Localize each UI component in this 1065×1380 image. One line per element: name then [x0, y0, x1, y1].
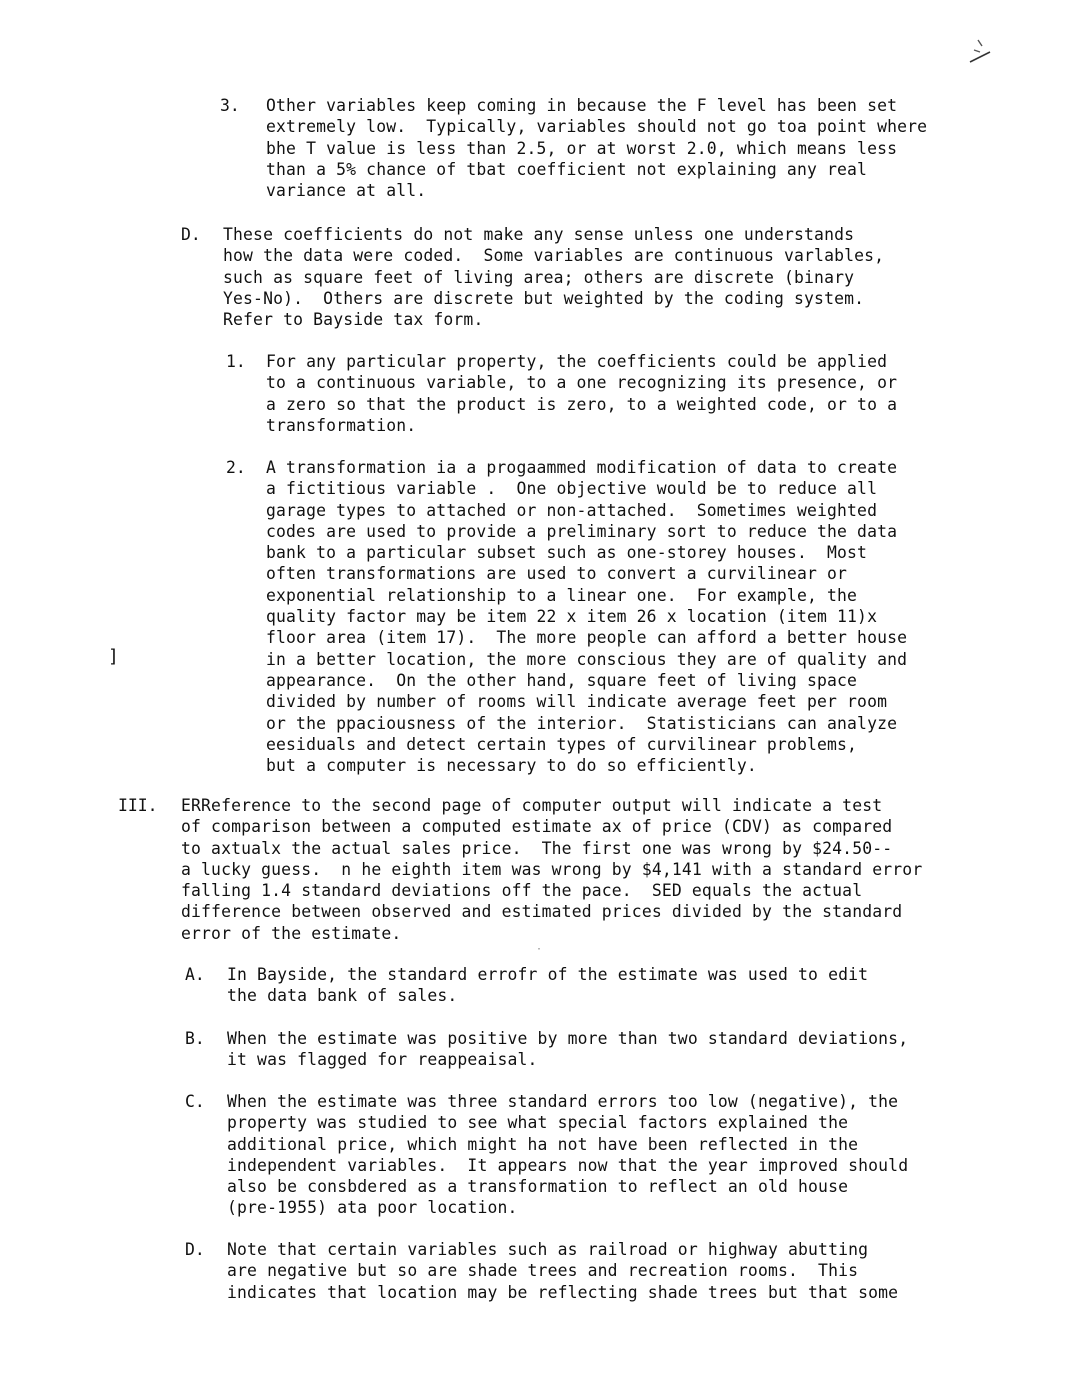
item-marker: D.	[181, 225, 201, 244]
text-line: a lucky guess. n he eighth item was wrong by $4,141 with a standard error	[181, 859, 923, 879]
item-marker: D.	[185, 1240, 205, 1259]
text-line: Refer to Bayside tax form.	[223, 310, 484, 330]
text-line: a zero so that the product is zero, to a weighted code, or to a	[266, 394, 898, 414]
text-line: or the ppaciousness of the interior. Statisticians can analyze	[266, 713, 898, 733]
text-line: For any particular property, the coefficients could be applied	[266, 352, 888, 371]
ink-speck-icon: ·	[536, 944, 543, 955]
paragraph-item-d2	[266, 457, 907, 776]
text-line: transformation.	[266, 415, 417, 435]
paragraph-item-iii-b	[227, 1028, 908, 1071]
text-line: variance at all.	[266, 181, 427, 201]
text-line: such as square feet of living area; others are discrete (binary	[223, 267, 855, 287]
item-marker: 1.	[226, 352, 246, 371]
text-line: often transformations are used to convert a curvilinear or	[266, 564, 848, 584]
text-line: codes are used to provide a preliminary sort to reduce the data	[266, 521, 898, 541]
pencil-mark-icon	[966, 36, 994, 66]
text-line: than a 5% chance of tbat coefficient not explaining any real	[266, 159, 868, 179]
text-line: it was flagged for reappeaisal.	[227, 1050, 538, 1070]
text-line: Note that certain variables such as railroad or highway abutting	[227, 1240, 869, 1259]
text-line: but a computer is necessary to do so efficiently.	[266, 756, 757, 776]
item-marker: 3.	[220, 96, 240, 115]
text-line: to axtualx the actual sales price. The first one was wrong by $24.50--	[181, 838, 893, 858]
margin-bracket-mark: ]	[108, 646, 119, 667]
text-line: divided by number of rooms will indicate average feet per room	[266, 692, 888, 712]
item-marker: B.	[185, 1029, 205, 1048]
item-marker: A.	[185, 965, 205, 984]
text-line: additional price, which might ha not have been reflected in the	[227, 1134, 859, 1154]
paragraph-item-d1	[266, 351, 897, 436]
text-line: difference between observed and estimated prices divided by the standard	[181, 902, 903, 922]
text-line: falling 1.4 standard deviations off the pace. SED equals the actual	[181, 881, 863, 901]
text-line: Yes-No). Others are discrete but weighted by the coding system.	[223, 288, 865, 308]
paragraph-item-3	[266, 95, 927, 201]
text-line: extremely low. Typically, variables should not go toa point where	[266, 117, 928, 137]
text-line: (pre-1955) ata poor location.	[227, 1198, 518, 1218]
text-line: bank to a particular subset such as one-storey houses. Most	[266, 543, 868, 563]
text-line: are negative but so are shade trees and recreation rooms. This	[227, 1261, 859, 1281]
paragraph-section-iii	[181, 795, 922, 944]
item-marker: 2.	[226, 458, 246, 477]
text-line: how the data were coded. Some variables are continuous varlables,	[223, 246, 885, 266]
text-line: ERReference to the second page of computer output will indicate a test	[181, 796, 883, 815]
text-line: A transformation ia a progaammed modification of data to create	[266, 458, 898, 477]
text-line: In Bayside, the standard errofr of the estimate was used to edit	[227, 965, 869, 984]
text-line: a fictitious variable . One objective would be to reduce all	[266, 479, 878, 499]
paragraph-item-d	[223, 224, 884, 330]
text-line: bhe T value is less than 2.5, or at worst 2.0, which means less	[266, 138, 898, 158]
text-line: the data bank of sales.	[227, 986, 458, 1006]
text-line: also be consbdered as a transformation to reflect an old house	[227, 1177, 849, 1197]
text-line: These coefficients do not make any sense unless one understands	[223, 225, 855, 244]
text-line: to a continuous variable, to a one recognizing its presence, or	[266, 373, 898, 393]
text-line: quality factor may be item 22 x item 26 x location (item 11)x	[266, 607, 878, 627]
text-line: property was studied to see what special factors explained the	[227, 1113, 849, 1133]
text-line: of comparison between a computed estimate ax of price (CDV) as compared	[181, 817, 893, 837]
text-line: appearance. On the other hand, square feet of living space	[266, 670, 858, 690]
text-line: garage types to attached or non-attached. Sometimes weighted	[266, 500, 878, 520]
text-line: When the estimate was three standard errors too low (negative), the	[227, 1092, 899, 1111]
text-line: floor area (item 17). The more people can afford a better house	[266, 628, 908, 648]
text-line: error of the estimate.	[181, 923, 402, 943]
text-line: exponential relationship to a linear one. For example, the	[266, 585, 858, 605]
text-line: Other variables keep coming in because the F level has been set	[266, 96, 898, 115]
paragraph-item-iii-d	[227, 1239, 898, 1303]
section-marker: III.	[118, 796, 158, 815]
text-line: independent variables. It appears now that the year improved should	[227, 1155, 909, 1175]
text-line: eesiduals and detect certain types of curvilinear problems,	[266, 734, 858, 754]
item-marker: C.	[185, 1092, 205, 1111]
text-line: indicates that location may be reflecting shade trees but that some	[227, 1282, 899, 1302]
paragraph-item-iii-c	[227, 1091, 908, 1219]
text-line: When the estimate was positive by more than two standard deviations,	[227, 1029, 909, 1048]
text-line: in a better location, the more conscious they are of quality and	[266, 649, 908, 669]
paragraph-item-iii-a	[227, 964, 868, 1007]
